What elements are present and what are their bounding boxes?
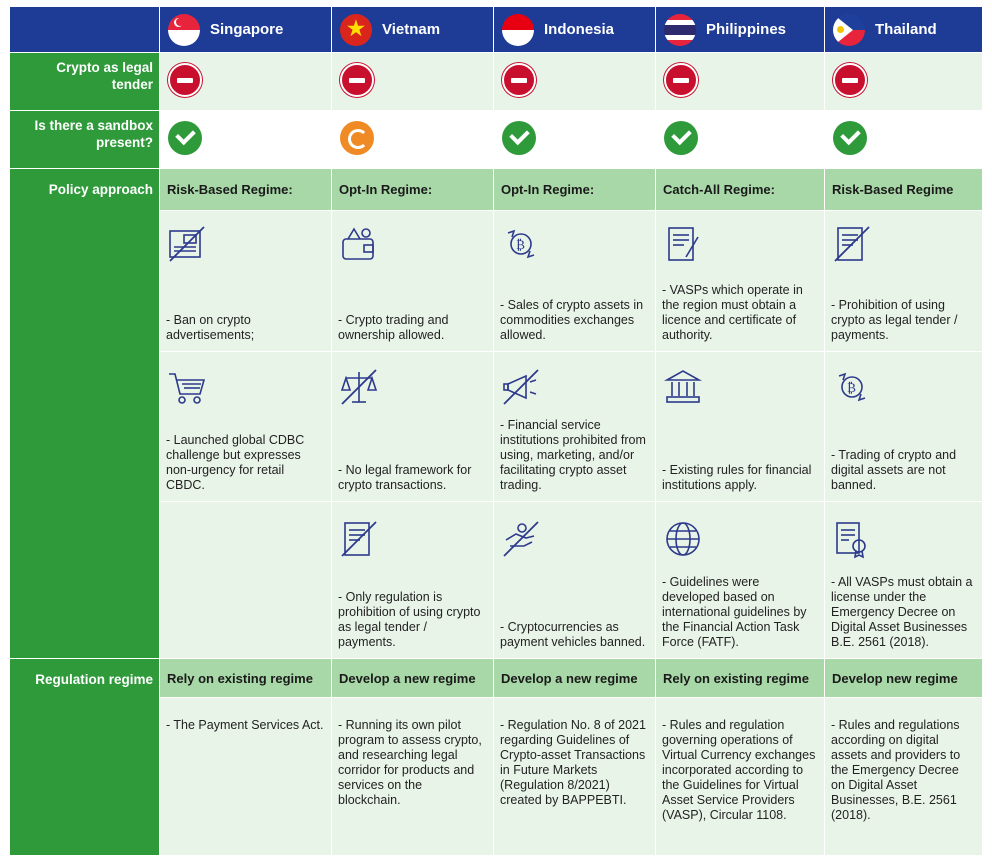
legal-tender-cell [494, 53, 655, 110]
policy-text: - Existing rules for financial institutions apply. [662, 463, 812, 492]
regulation-text: - The Payment Services Act. [166, 718, 324, 732]
policy-text: - All VASPs must obtain a license under the Emergency Decree on Digital Asset Businesses B.E. 2561 (2018). [831, 575, 973, 649]
legal-tender-cell [656, 53, 824, 110]
check-icon [664, 121, 698, 155]
policy-cell [656, 502, 824, 658]
no-entry-icon [833, 63, 867, 97]
policy-text: - Trading of crypto and digital assets are not banned. [831, 448, 957, 492]
legal-tender-cell [332, 53, 493, 110]
policy-cell [160, 211, 331, 351]
corner-header [10, 7, 159, 52]
wallet-icon [338, 223, 380, 265]
policy-text: - Sales of crypto assets in commodities exchanges allowed. [500, 298, 644, 342]
no-entry-icon [664, 63, 698, 97]
regulation-cell [656, 698, 824, 855]
row-label-sandbox: Is there a sandbox present? [10, 111, 159, 168]
regulation-text: - Rules and regulation governing operations of Virtual Currency exchanges incorporated according to the Guidelines for Virtual Asset Service Providers (VASP), Circular 1108. [662, 718, 816, 822]
country-header-indonesia [494, 7, 655, 52]
policy-cell [825, 211, 982, 351]
policy-text: - Prohibition of using crypto as legal tender / payments. [831, 298, 958, 342]
country-header-philippines [656, 7, 824, 52]
policy-cell [494, 502, 655, 658]
shopping-cart-icon [166, 366, 208, 408]
policy-regime-label: Opt-In Regime: [332, 169, 493, 210]
policy-regime-label: Risk-Based Regime: [160, 169, 331, 210]
regulation-regime-label: Rely on existing regime [160, 659, 331, 697]
country-name: Vietnam [382, 21, 441, 38]
policy-regime-label: Risk-Based Regime [825, 169, 982, 210]
legal-tender-cell [160, 53, 331, 110]
country-header-thailand [825, 7, 982, 52]
license-document-icon [662, 223, 704, 265]
policy-cell [332, 502, 493, 658]
country-name: Singapore [210, 21, 284, 38]
policy-text: - No legal framework for crypto transactions. [338, 463, 472, 492]
regulation-regime-label: Develop new regime [825, 659, 982, 697]
sandbox-cell [825, 111, 982, 168]
svg-text:₿: ₿ [847, 381, 856, 396]
policy-text: - Cryptocurrencies as payment vehicles banned. [500, 620, 646, 649]
policy-text: - Crypto trading and ownership allowed. [338, 313, 449, 342]
country-header-singapore [160, 7, 331, 52]
policy-cell [160, 502, 331, 658]
check-icon [502, 121, 536, 155]
policy-cell [494, 352, 655, 501]
policy-text: - Financial service institutions prohibited from using, marketing, and/or facilitating crypto asset trading. [500, 418, 646, 492]
certificate-icon [831, 518, 873, 560]
regulation-text: - Rules and regulations according on digital assets and providers to the Emergency Decree on Digital Asset Businesses, B.E. 2561 (2018). [831, 718, 961, 822]
comparison-table [10, 7, 983, 855]
prohibited-document-icon [831, 223, 873, 265]
sandbox-cell [656, 111, 824, 168]
in-progress-icon [340, 121, 374, 155]
row-label-policy: Policy approach [10, 169, 159, 658]
ads-ban-icon [166, 223, 208, 265]
sandbox-cell [160, 111, 331, 168]
policy-cell [160, 352, 331, 501]
policy-text: - Guidelines were developed based on international guidelines by the Financial Action Task Force (FATF). [662, 575, 807, 649]
policy-text: - Launched global CDBC challenge but expresses non-urgency for retail CBDC. [166, 433, 305, 492]
thailand-flag-icon [833, 14, 865, 46]
regulation-cell [825, 698, 982, 855]
regulation-cell [494, 698, 655, 855]
marketing-ban-icon [500, 366, 542, 408]
policy-cell [825, 502, 982, 658]
row-label-legal_tender: Crypto as legal tender [10, 53, 159, 110]
globe-icon [662, 518, 704, 560]
legal-tender-cell [825, 53, 982, 110]
payment-ban-icon [500, 518, 542, 560]
row-label-regulation: Regulation regime [10, 659, 159, 855]
policy-cell [656, 211, 824, 351]
regulation-regime-label: Develop a new regime [494, 659, 655, 697]
no-entry-icon [502, 63, 536, 97]
policy-regime-label: Opt-In Regime: [494, 169, 655, 210]
regulation-regime-label: Develop a new regime [332, 659, 493, 697]
check-icon [833, 121, 867, 155]
country-header-vietnam [332, 7, 493, 52]
bank-icon [662, 366, 704, 408]
policy-cell [332, 352, 493, 501]
check-icon [168, 121, 202, 155]
no-entry-icon [168, 63, 202, 97]
svg-text:₿: ₿ [516, 238, 525, 253]
bitcoin-exchange-icon [831, 366, 873, 408]
sandbox-cell [332, 111, 493, 168]
regulation-text: - Regulation No. 8 of 2021 regarding Guidelines of Crypto-asset Transactions in Future Markets (Regulation 8/2021) created by BAPPEBTI. [500, 718, 646, 807]
scales-crossed-icon [338, 366, 380, 408]
policy-cell [332, 211, 493, 351]
no-entry-icon [340, 63, 374, 97]
prohibited-document-icon [338, 518, 380, 560]
policy-text: - Ban on crypto advertisements; [166, 313, 255, 342]
sandbox-cell [494, 111, 655, 168]
regulation-cell [332, 698, 493, 855]
policy-regime-label: Catch-All Regime: [656, 169, 824, 210]
regulation-regime-label: Rely on existing regime [656, 659, 824, 697]
policy-cell [494, 211, 655, 351]
policy-cell [825, 352, 982, 501]
indonesia-flag-icon [502, 14, 534, 46]
country-name: Indonesia [544, 21, 615, 38]
country-name: Philippines [706, 21, 787, 38]
country-name: Thailand [875, 21, 937, 38]
philippines-flag-icon [664, 14, 696, 46]
regulation-text: - Running its own pilot program to assess crypto, and researching legal corridor for products and services on the blockchain. [338, 718, 482, 807]
regulation-cell [160, 698, 331, 855]
policy-cell [656, 352, 824, 501]
singapore-flag-icon [168, 14, 200, 46]
policy-text: - VASPs which operate in the region must obtain a licence and certificate of authority. [662, 283, 803, 342]
bitcoin-exchange-icon [500, 223, 542, 265]
vietnam-flag-icon: ★ [340, 14, 372, 46]
policy-text: - Only regulation is prohibition of using crypto as legal tender / payments. [338, 590, 481, 649]
